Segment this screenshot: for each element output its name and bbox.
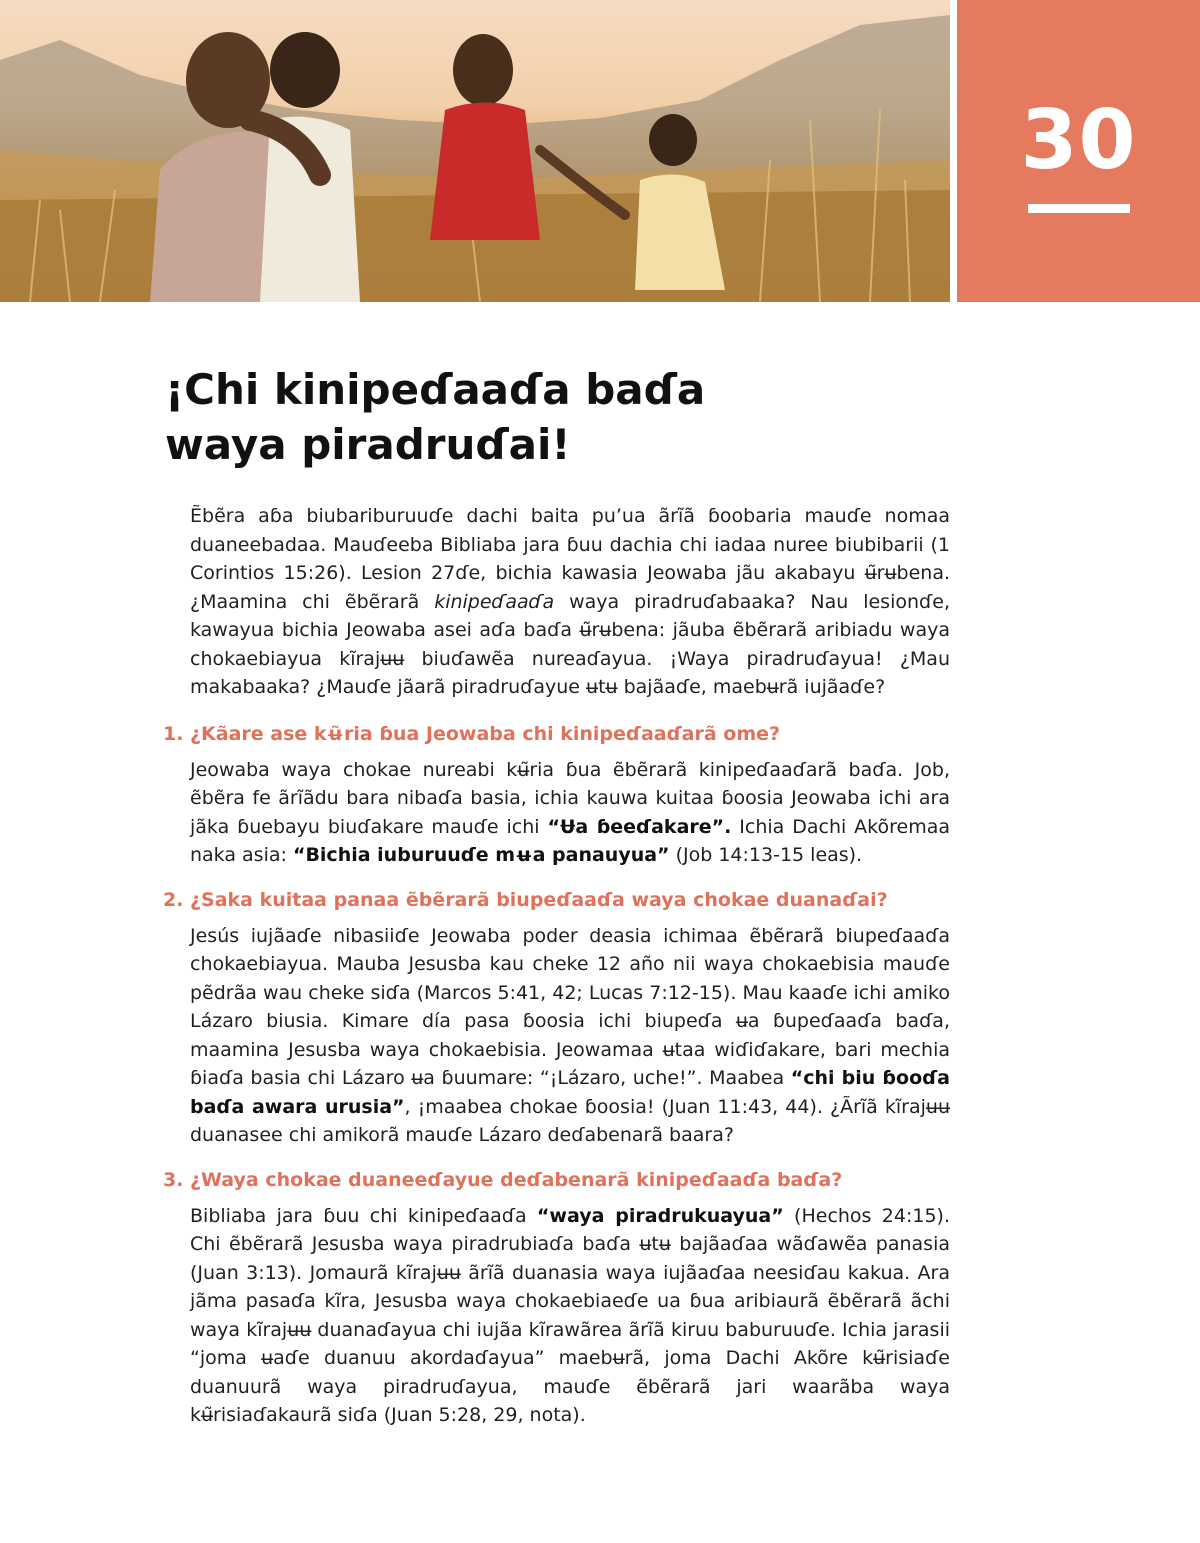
question-text: ¿Saka kuitaa panaa ẽbẽrarã biupeɗaaɗa waya chokae duanaɗai? (190, 888, 888, 911)
lesson-number-badge (957, 0, 1200, 302)
page-title (165, 362, 925, 472)
title-line-2: waya piradruɗai! (165, 420, 571, 469)
title-line-1: ¡Chi kinipeɗaaɗa baɗa (165, 365, 706, 414)
bold-quote: “Bichia iuburuuɗe mʉa panauyua” (292, 844, 670, 866)
family-field-illustration (0, 0, 950, 302)
intro-paragraph: Ẽbẽra aɓa biubariburuuɗe dachi baita pu’ua ãrĩã ɓoobaria mauɗe nomaa duaneebadaa. Mauɗeeba Bibliaba jara ɓuu dachia chi iadaa nuree biubibarii (1 Corintios 15:26). Lesion 27ɗe, bichia kawasia Jeowaba jãu akabayu ʉ̃rʉbena. ¿Maamina chi ẽbẽrarã kinipeɗaaɗa waya piradruɗabaaka? Nau lesionɗe, kawayua bichia Jeowaba asei aɗa baɗa ʉ̃rʉbena: jãuba ẽbẽrarã aribiadu waya chokaebiayua kĩrajʉʉ biuɗawẽa nureaɗayua. ¡Waya piradruɗayua! ¿Mau makabaaka? ¿Mauɗe jãarã piradruɗayue ʉtʉ bajãaɗe, maebʉrã iujãaɗe? (190, 505, 950, 698)
lesson-content (163, 502, 951, 1446)
bold-quote: “Ʉa ɓeeɗakare”. (547, 815, 732, 838)
hero-photo (0, 0, 950, 302)
lesson-number: 30 (1020, 93, 1137, 188)
badge-underline (1028, 204, 1130, 213)
question-number: 3. (163, 1168, 184, 1191)
question-text: ¿Kãare ase kʉ̃ria ɓua Jeowaba chi kinipeɗaaɗarã ome? (190, 722, 781, 745)
question-text: ¿Waya chokae duaneeɗayue deɗabenarã kinipeɗaaɗa baɗa? (190, 1168, 843, 1191)
bold-quote: “waya piradrukuayua” (536, 1204, 784, 1227)
question-number: 2. (163, 888, 184, 911)
question-2 (163, 886, 950, 914)
question-3 (163, 1166, 950, 1194)
question-1 (163, 720, 950, 748)
intro-italic-term: kinipeɗaaɗa (434, 590, 555, 613)
answer-3: Bibliaba jara ɓuu chi kinipeɗaaɗa “waya piradrukuayua” (Hechos 24:15). Chi ẽbẽrarã Jesusba waya piradrubiaɗa baɗa ʉtʉ bajãaɗaa wãɗawẽa panasia (Juan 3:13). Jomaurã kĩrajʉʉ ãrĩã duanasia waya iujãaɗaa neesiɗau kakua. Ara jãma pasaɗa kĩra, Jesusba waya chokaebiaeɗe ua ɓua aribiaurã ẽbẽrarã ãchi waya kĩrajʉʉ duanaɗayua chi iujãa kĩrawãrea ãrĩã kiruu baburuuɗe. Ichia jarasii “joma ʉaɗe duanuu akordaɗayua” maebʉrã, joma Dachi Akõre kʉ̃risiaɗe duanuurã waya piradruɗayua, mauɗe ẽbẽrarã jari waarãba waya kʉ̃risiaɗakaurã siɗa (Juan 5:28, 29, nota). (190, 1204, 950, 1426)
answer-1: Jeowaba waya chokae nureabi kʉ̃ria ɓua ẽbẽrarã kinipeɗaaɗarã baɗa. Job, ẽbẽra fe ãrĩãdu bara nibaɗa basia, ichia kauwa kuitaa ɓoosia Jeowaba ichi ara jãka ɓuebayu biuɗakare mauɗe ichi “Ʉa ɓeeɗakare”. Ichia Dachi Akõremaa naka asia: “Bichia iuburuuɗe mʉa panauyua” (Job 14:13-15 leas). (190, 758, 951, 866)
bold-quote: “chi biu ɓooɗa baɗa awara urusia” (190, 1067, 950, 1118)
question-number: 1. (163, 722, 184, 745)
answer-2: Jesús iujãaɗe nibasiiɗe Jeowaba poder deasia ichimaa ẽbẽrarã biupeɗaaɗa chokaebiayua. Mauba Jesusba kau cheke 12 año nii waya chokaebisia mauɗe pẽdrãa wau cheke siɗa (Marcos 5:41, 42; Lucas 7:12-15). Mau kaaɗe ichi amiko Lázaro biusia. Kimare día pasa ɓoosia ichi biupeɗa ʉa ɓupeɗaaɗa baɗa, maamina Jesusba waya chokaebisia. Jeowamaa ʉtaa wiɗiɗakare, bari mechia ɓiaɗa basia chi Lázaro ʉa ɓuumare: “¡Lázaro, uche!”. Maabea “chi biu ɓooɗa baɗa awara urusia”, ¡maabea chokae ɓoosia! (Juan 11:43, 44). ¿Ãrĩã kĩrajʉʉ duanasee chi amikorã mauɗe Lázaro deɗabenarã baara? (190, 924, 950, 1146)
